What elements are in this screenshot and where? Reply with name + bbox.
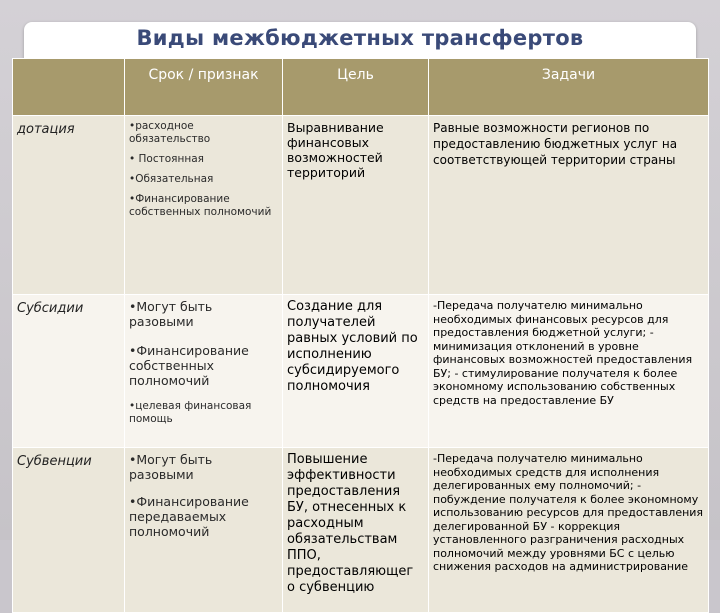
tasks-cell: -Передача получателю минимально необходимых финансовых ресурсов для предоставления бюджетной услуги; - минимизация отклонений в уровне финансовых возможностей предоставления БУ; - стимулирование получателя к более экономному использованию собственных средств на предоставление БУ [429,295,709,448]
feature-item: •расходное обязательство [129,120,211,145]
feature-item: •Могут быть разовыми [129,452,213,482]
features-cell [125,448,283,613]
table-row-subsidies [13,295,709,448]
slide-title: Виды межбюджетных трансфертов [136,26,584,50]
table-row-subventions [13,448,709,613]
goal-cell: Выравнивание финансовых возможностей территорий [283,116,429,295]
tasks-cell: Равные возможности регионов по предоставлению бюджетных услуг на соответствующей территории страны [429,116,709,295]
feature-item: •Финансирование передаваемых полномочий [129,494,249,539]
header-corner [13,59,125,116]
feature-item: •Финансирование собственных полномочий [129,343,249,388]
features-cell [125,116,283,295]
table-row-dotation [13,116,709,295]
row-label: Субсидии [13,295,125,448]
feature-item: •Могут быть разовыми [129,299,213,329]
feature-item: •целевая финансовая помощь [129,400,252,425]
header-tasks: Задачи [429,59,709,116]
goal-cell: Повышение эффективности предоставления БУ, отнесенных к расходным обязательствам ППО, предоставляющег о субвенцию [283,448,429,613]
row-label: Субвенции [13,448,125,613]
feature-item: •Обязательная [129,173,214,185]
feature-item: • Постоянная [129,153,204,165]
header-term: Срок / признак [125,59,283,116]
feature-item: •Финансирование собственных полномочий [129,193,272,218]
tasks-cell: -Передача получателю минимально необходимых средств для исполнения делегированных ему полномочий; - побуждение получателя к более экономному использованию ресурсов для предоставления делегированной БУ - коррекция установленного разграничения расходных полномочий между уровнями БС с целью снижения расходов на администрирование [429,448,709,613]
goal-cell: Создание для получателей равных условий по исполнению субсидируемого полномочия [283,295,429,448]
header-row [13,59,709,116]
header-goal: Цель [283,59,429,116]
row-label: дотация [13,116,125,295]
features-cell [125,295,283,448]
transfers-table [12,58,709,613]
